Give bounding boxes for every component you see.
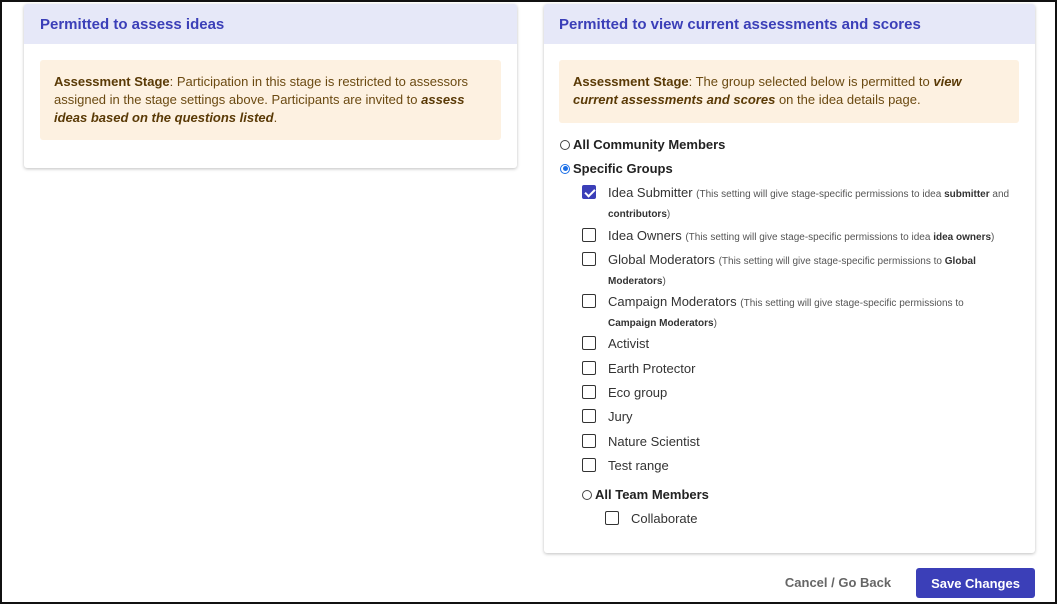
- radio-button-all-community[interactable]: [560, 140, 570, 150]
- checkbox-test-range[interactable]: [582, 458, 596, 472]
- radio-label-specific-groups: Specific Groups: [573, 161, 673, 176]
- cancel-button[interactable]: Cancel / Go Back: [776, 568, 900, 596]
- checkbox-earth-protector[interactable]: [582, 361, 596, 375]
- checkbox-jury[interactable]: [582, 409, 596, 423]
- team-collaborate[interactable]: [605, 510, 698, 528]
- group-jury[interactable]: [582, 408, 633, 426]
- view-assessments-card: [544, 4, 1035, 553]
- group-label-eco-group: Eco group: [608, 385, 668, 400]
- group-eco-group[interactable]: [582, 384, 667, 402]
- group-campaign-moderators[interactable]: [582, 293, 1012, 333]
- view-stage-note: [559, 60, 1019, 123]
- checkbox-idea-submitter[interactable]: [582, 185, 596, 199]
- hint-global-moderators: (This setting will give stage-specific permissions to Global Moderators): [608, 256, 976, 287]
- checkbox-collaborate[interactable]: [605, 511, 619, 525]
- team-label-collaborate: Collaborate: [631, 511, 698, 526]
- note-label: Assessment Stage: [573, 74, 689, 89]
- note-text: : The group selected below is permitted to: [688, 74, 934, 89]
- group-label-jury: Jury: [608, 409, 633, 424]
- group-nature-scientist[interactable]: [582, 433, 700, 451]
- hint-idea-submitter: (This setting will give stage-specific permissions to idea submitter and contributors): [608, 189, 1010, 220]
- group-label-test-range: Test range: [608, 458, 669, 473]
- group-label-idea-owners: Idea Owners: [608, 228, 682, 243]
- group-label-campaign-moderators: Campaign Moderators: [608, 294, 737, 309]
- checkbox-campaign-moderators[interactable]: [582, 294, 596, 308]
- group-test-range[interactable]: [582, 457, 669, 475]
- checkbox-eco-group[interactable]: [582, 385, 596, 399]
- assess-stage-note: [40, 60, 501, 140]
- group-label-earth-protector: Earth Protector: [608, 361, 696, 376]
- group-label-global-moderators: Global Moderators: [608, 252, 715, 267]
- note-text-end: on the idea details page.: [775, 92, 921, 107]
- radio-specific-groups[interactable]: [560, 161, 673, 176]
- save-changes-button[interactable]: Save Changes: [916, 568, 1035, 598]
- note-emphasis: assess ideas based on the questions listed: [54, 92, 465, 125]
- group-activist[interactable]: [582, 335, 649, 353]
- group-label-activist: Activist: [608, 336, 650, 351]
- radio-label-all-community: All Community Members: [573, 137, 726, 152]
- checkbox-idea-owners[interactable]: [582, 228, 596, 242]
- note-text: : Participation in this stage is restricted to assessors assigned in the stage settings above. Participants are invited to: [54, 74, 469, 107]
- checkbox-nature-scientist[interactable]: [582, 434, 596, 448]
- group-idea-owners[interactable]: [582, 227, 1027, 247]
- hint-idea-owners: (This setting will give stage-specific permissions to idea idea owners): [685, 232, 995, 243]
- group-idea-submitter[interactable]: [582, 184, 1022, 224]
- group-earth-protector[interactable]: [582, 360, 695, 378]
- view-assessments-title: Permitted to view current assessments and scores: [544, 4, 1035, 44]
- note-text-end: .: [273, 110, 278, 125]
- group-label-idea-submitter: Idea Submitter: [608, 185, 693, 200]
- note-emphasis: view current assessments and scores: [573, 74, 962, 107]
- note-label: Assessment Stage: [54, 74, 170, 89]
- radio-button-all-team[interactable]: [582, 490, 592, 500]
- radio-all-community[interactable]: [560, 137, 725, 152]
- group-global-moderators[interactable]: [582, 251, 1022, 291]
- hint-campaign-moderators: (This setting will give stage-specific permissions to Campaign Moderators): [608, 298, 964, 329]
- checkbox-global-moderators[interactable]: [582, 252, 596, 266]
- radio-all-team[interactable]: [582, 487, 709, 502]
- radio-button-specific-groups[interactable]: [560, 164, 570, 174]
- radio-label-all-team: All Team Members: [595, 487, 709, 502]
- checkbox-activist[interactable]: [582, 336, 596, 350]
- group-label-nature-scientist: Nature Scientist: [608, 434, 700, 449]
- assess-permission-card: [24, 4, 517, 168]
- assess-permission-title: Permitted to assess ideas: [24, 4, 517, 44]
